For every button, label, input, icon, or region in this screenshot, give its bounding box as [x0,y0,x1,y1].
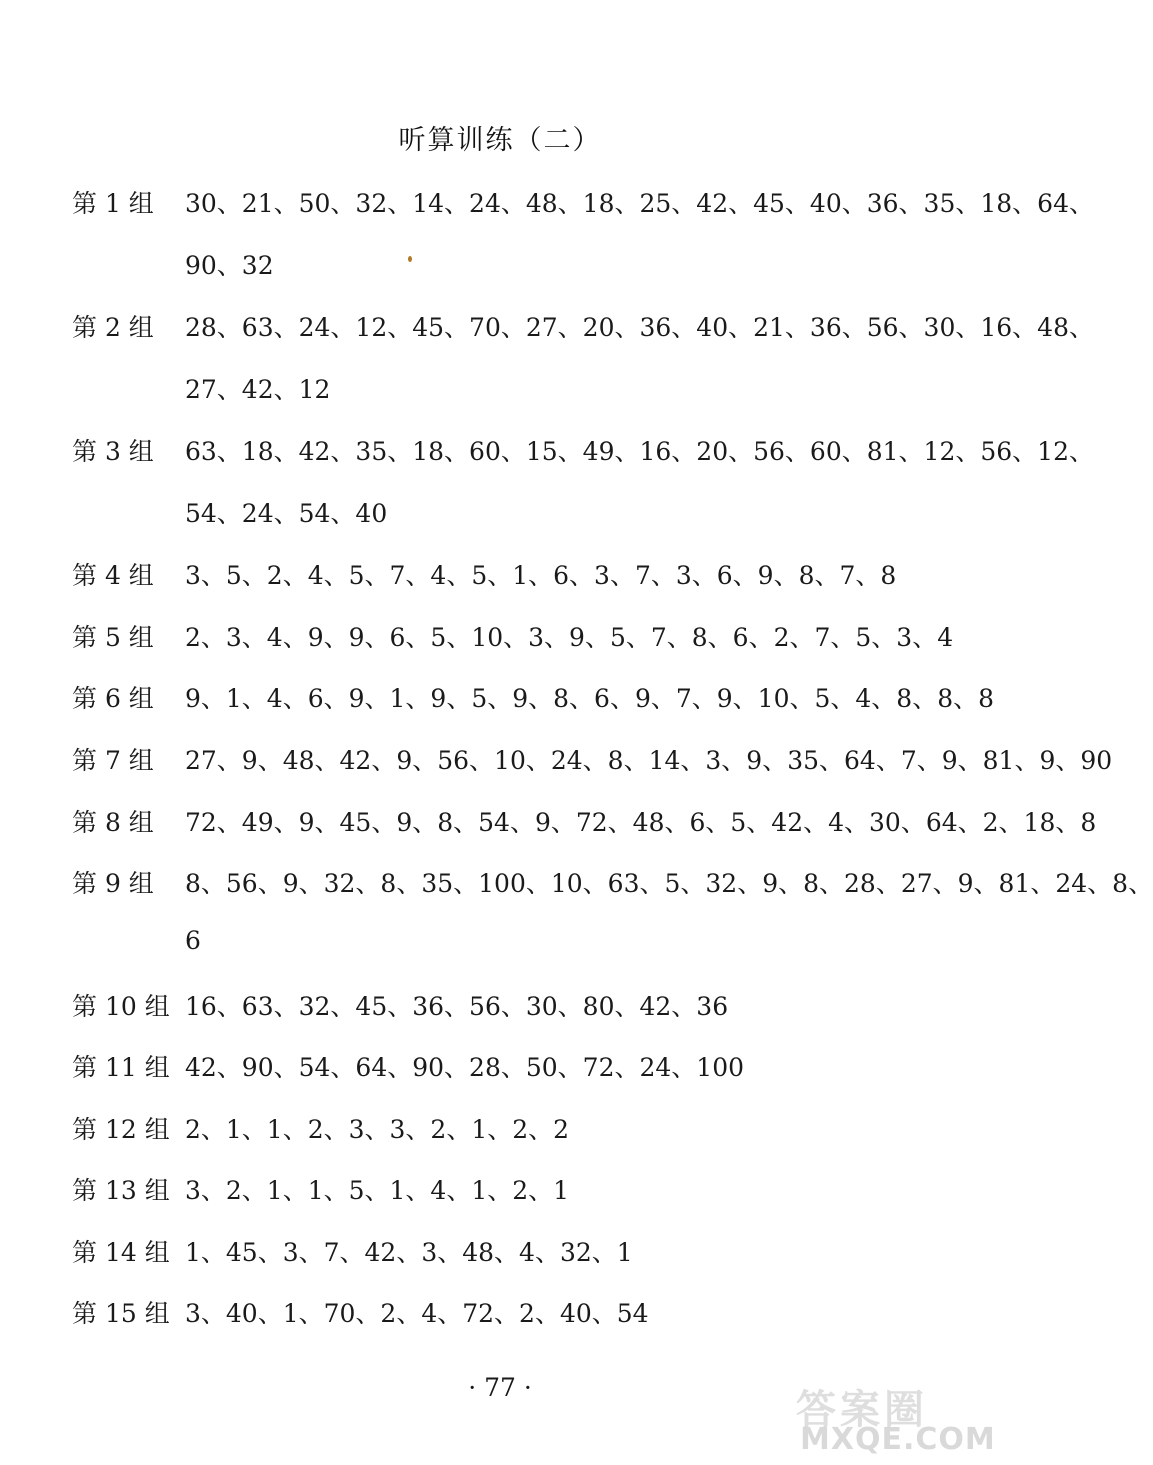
group-answers-line-1: 3、40、1、70、2、4、72、2、40、54 [185,1299,649,1328]
group-label: 第 4 组 [72,561,154,590]
group-answers-line-1: 8、56、9、32、8、35、100、10、63、5、32、9、8、28、27、9、81、24、8、 [185,869,1153,898]
group-answers-line-1: 72、49、9、45、9、8、54、9、72、48、6、5、42、4、30、64、2、18、8 [185,808,1097,837]
group-label: 第 7 组 [72,746,154,775]
group-answers-line-2: 54、24、54、40 [185,499,388,528]
group-answers-line-1: 2、3、4、9、9、6、5、10、3、9、5、7、8、6、2、7、5、3、4 [185,623,954,652]
group-answers-line-2: 27、42、12 [185,375,331,404]
group-answers-line-1: 28、63、24、12、45、70、27、20、36、40、21、36、56、30、16、48、 [185,313,1094,342]
group-label: 第 9 组 [72,869,154,898]
watermark-url-text: MXQE.COM [800,1422,996,1457]
group-label: 第 15 组 [72,1299,170,1328]
group-answers-line-1: 30、21、50、32、14、24、48、18、25、42、45、40、36、35、18、64、 [185,189,1094,218]
group-answers-line-1: 3、5、2、4、5、7、4、5、1、6、3、7、3、6、9、8、7、8 [185,561,897,590]
group-label: 第 13 组 [72,1176,170,1205]
group-answers-line-1: 16、63、32、45、36、56、30、80、42、36 [185,992,729,1021]
group-label: 第 2 组 [72,313,154,342]
group-label: 第 8 组 [72,808,154,837]
group-label: 第 6 组 [72,684,154,713]
group-label: 第 14 组 [72,1238,170,1267]
group-answers-line-1: 9、1、4、6、9、1、9、5、9、8、6、9、7、9、10、5、4、8、8、8 [185,684,995,713]
group-answers-line-1: 27、9、48、42、9、56、10、24、8、14、3、9、35、64、7、9、81、9、90 [185,746,1113,775]
page-title: 听算训练（二） [398,125,602,156]
group-label: 第 1 组 [72,189,154,218]
scan-speck [408,256,412,262]
group-label: 第 5 组 [72,623,154,652]
group-answers-line-2: 90、32 [185,251,274,280]
group-label: 第 3 组 [72,437,154,466]
site-watermark [796,1378,996,1462]
group-answers-line-1: 1、45、3、7、42、3、48、4、32、1 [185,1238,633,1267]
group-answers-line-1: 3、2、1、1、5、1、4、1、2、1 [185,1176,570,1205]
watermark-logo-text: 答案圈 [796,1387,928,1433]
group-answers-line-1: 63、18、42、35、18、60、15、49、16、20、56、60、81、12、56、12、 [185,437,1094,466]
group-answers-line-1: 2、1、1、2、3、3、2、1、2、2 [185,1115,570,1144]
group-answers-line-1: 42、90、54、64、90、28、50、72、24、100 [185,1053,745,1082]
group-label: 第 12 组 [72,1115,170,1144]
group-label: 第 11 组 [72,1053,170,1082]
group-label: 第 10 组 [72,992,170,1021]
page-number: · 77 · [468,1373,532,1402]
group-answers-line-2: 6 [185,926,201,955]
